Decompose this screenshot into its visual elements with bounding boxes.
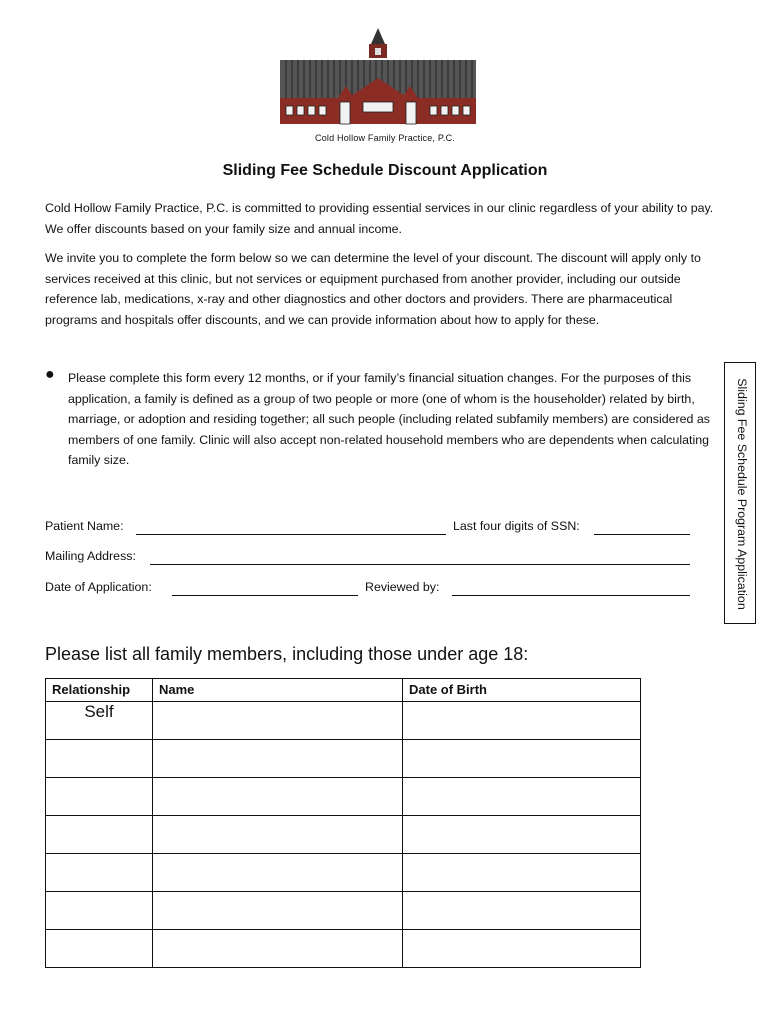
date-of-birth-cell[interactable] xyxy=(403,854,641,892)
column-header-name: Name xyxy=(153,679,403,702)
date-of-birth-cell[interactable] xyxy=(403,740,641,778)
mailing-address-field[interactable] xyxy=(150,564,690,565)
bullet-icon: ● xyxy=(45,366,55,383)
patient-name-label: Patient Name: xyxy=(45,519,124,533)
date-of-birth-cell[interactable] xyxy=(403,778,641,816)
table-row xyxy=(46,892,641,930)
relationship-cell[interactable] xyxy=(46,854,153,892)
family-members-heading: Please list all family members, including those under age 18: xyxy=(45,644,529,664)
relationship-cell[interactable]: Self xyxy=(46,702,153,740)
column-header-date-of-birth: Date of Birth xyxy=(403,679,641,702)
date-of-application-label: Date of Application: xyxy=(45,580,152,594)
date-of-birth-cell[interactable] xyxy=(403,892,641,930)
side-label: Sliding Fee Schedule Program Application xyxy=(735,378,749,610)
name-cell[interactable] xyxy=(153,702,403,740)
ssn-field[interactable] xyxy=(594,534,690,535)
date-of-application-field[interactable] xyxy=(172,595,358,596)
date-of-birth-cell[interactable] xyxy=(403,930,641,968)
table-row xyxy=(46,702,641,740)
side-label-box xyxy=(724,362,756,624)
relationship-cell[interactable] xyxy=(46,930,153,968)
relationship-cell[interactable] xyxy=(46,740,153,778)
table-row xyxy=(46,778,641,816)
name-cell[interactable] xyxy=(153,816,403,854)
page-title: Sliding Fee Schedule Discount Application xyxy=(222,162,548,179)
name-cell[interactable] xyxy=(153,740,403,778)
mailing-address-label: Mailing Address: xyxy=(45,549,136,563)
clinic-building-logo xyxy=(278,26,478,126)
table-row xyxy=(46,930,641,968)
intro-paragraph-2: We invite you to complete the form below so we can determine the level of your discount. The discount will apply only to services received at this clinic, but not services or equipment purchased from another provider, including our outside reference lab, medications, x-ray and other diagnostics and other doctors and providers. There are pharmaceutical programs and hospitals offer discounts, and we can provide information about how to apply for these. xyxy=(45,251,701,327)
relationship-cell[interactable] xyxy=(46,892,153,930)
name-cell[interactable] xyxy=(153,778,403,816)
patient-name-field[interactable] xyxy=(136,534,446,535)
logo-caption: Cold Hollow Family Practice, P.C. xyxy=(315,133,455,143)
ssn-label: Last four digits of SSN: xyxy=(453,519,580,533)
table-header-row xyxy=(46,679,641,702)
reviewed-by-label: Reviewed by: xyxy=(365,580,440,594)
date-of-birth-cell[interactable] xyxy=(403,702,641,740)
table-row xyxy=(46,740,641,778)
intro-paragraph-1: Cold Hollow Family Practice, P.C. is committed to providing essential services in our clinic regardless of your ability to pay. We offer discounts based on your family size and annual income. xyxy=(45,201,714,236)
name-cell[interactable] xyxy=(153,892,403,930)
table-row xyxy=(46,854,641,892)
date-of-birth-cell[interactable] xyxy=(403,816,641,854)
family-members-table xyxy=(45,678,641,968)
family-definition-bullet: Please complete this form every 12 months, or if your family’s financial situation changes. For the purposes of this application, a family is defined as a group of two people or more (one of whom is the householder) related by birth, marriage, or adoption and residing together; all such people (including related subfamily members) are considered as members of one family. Clinic will also accept non-related household members who are dependents when calculating family size. xyxy=(68,371,710,467)
name-cell[interactable] xyxy=(153,930,403,968)
column-header-relationship: Relationship xyxy=(46,679,153,702)
relationship-cell[interactable] xyxy=(46,816,153,854)
relationship-cell[interactable] xyxy=(46,778,153,816)
name-cell[interactable] xyxy=(153,854,403,892)
reviewed-by-field[interactable] xyxy=(452,595,690,596)
table-row xyxy=(46,816,641,854)
